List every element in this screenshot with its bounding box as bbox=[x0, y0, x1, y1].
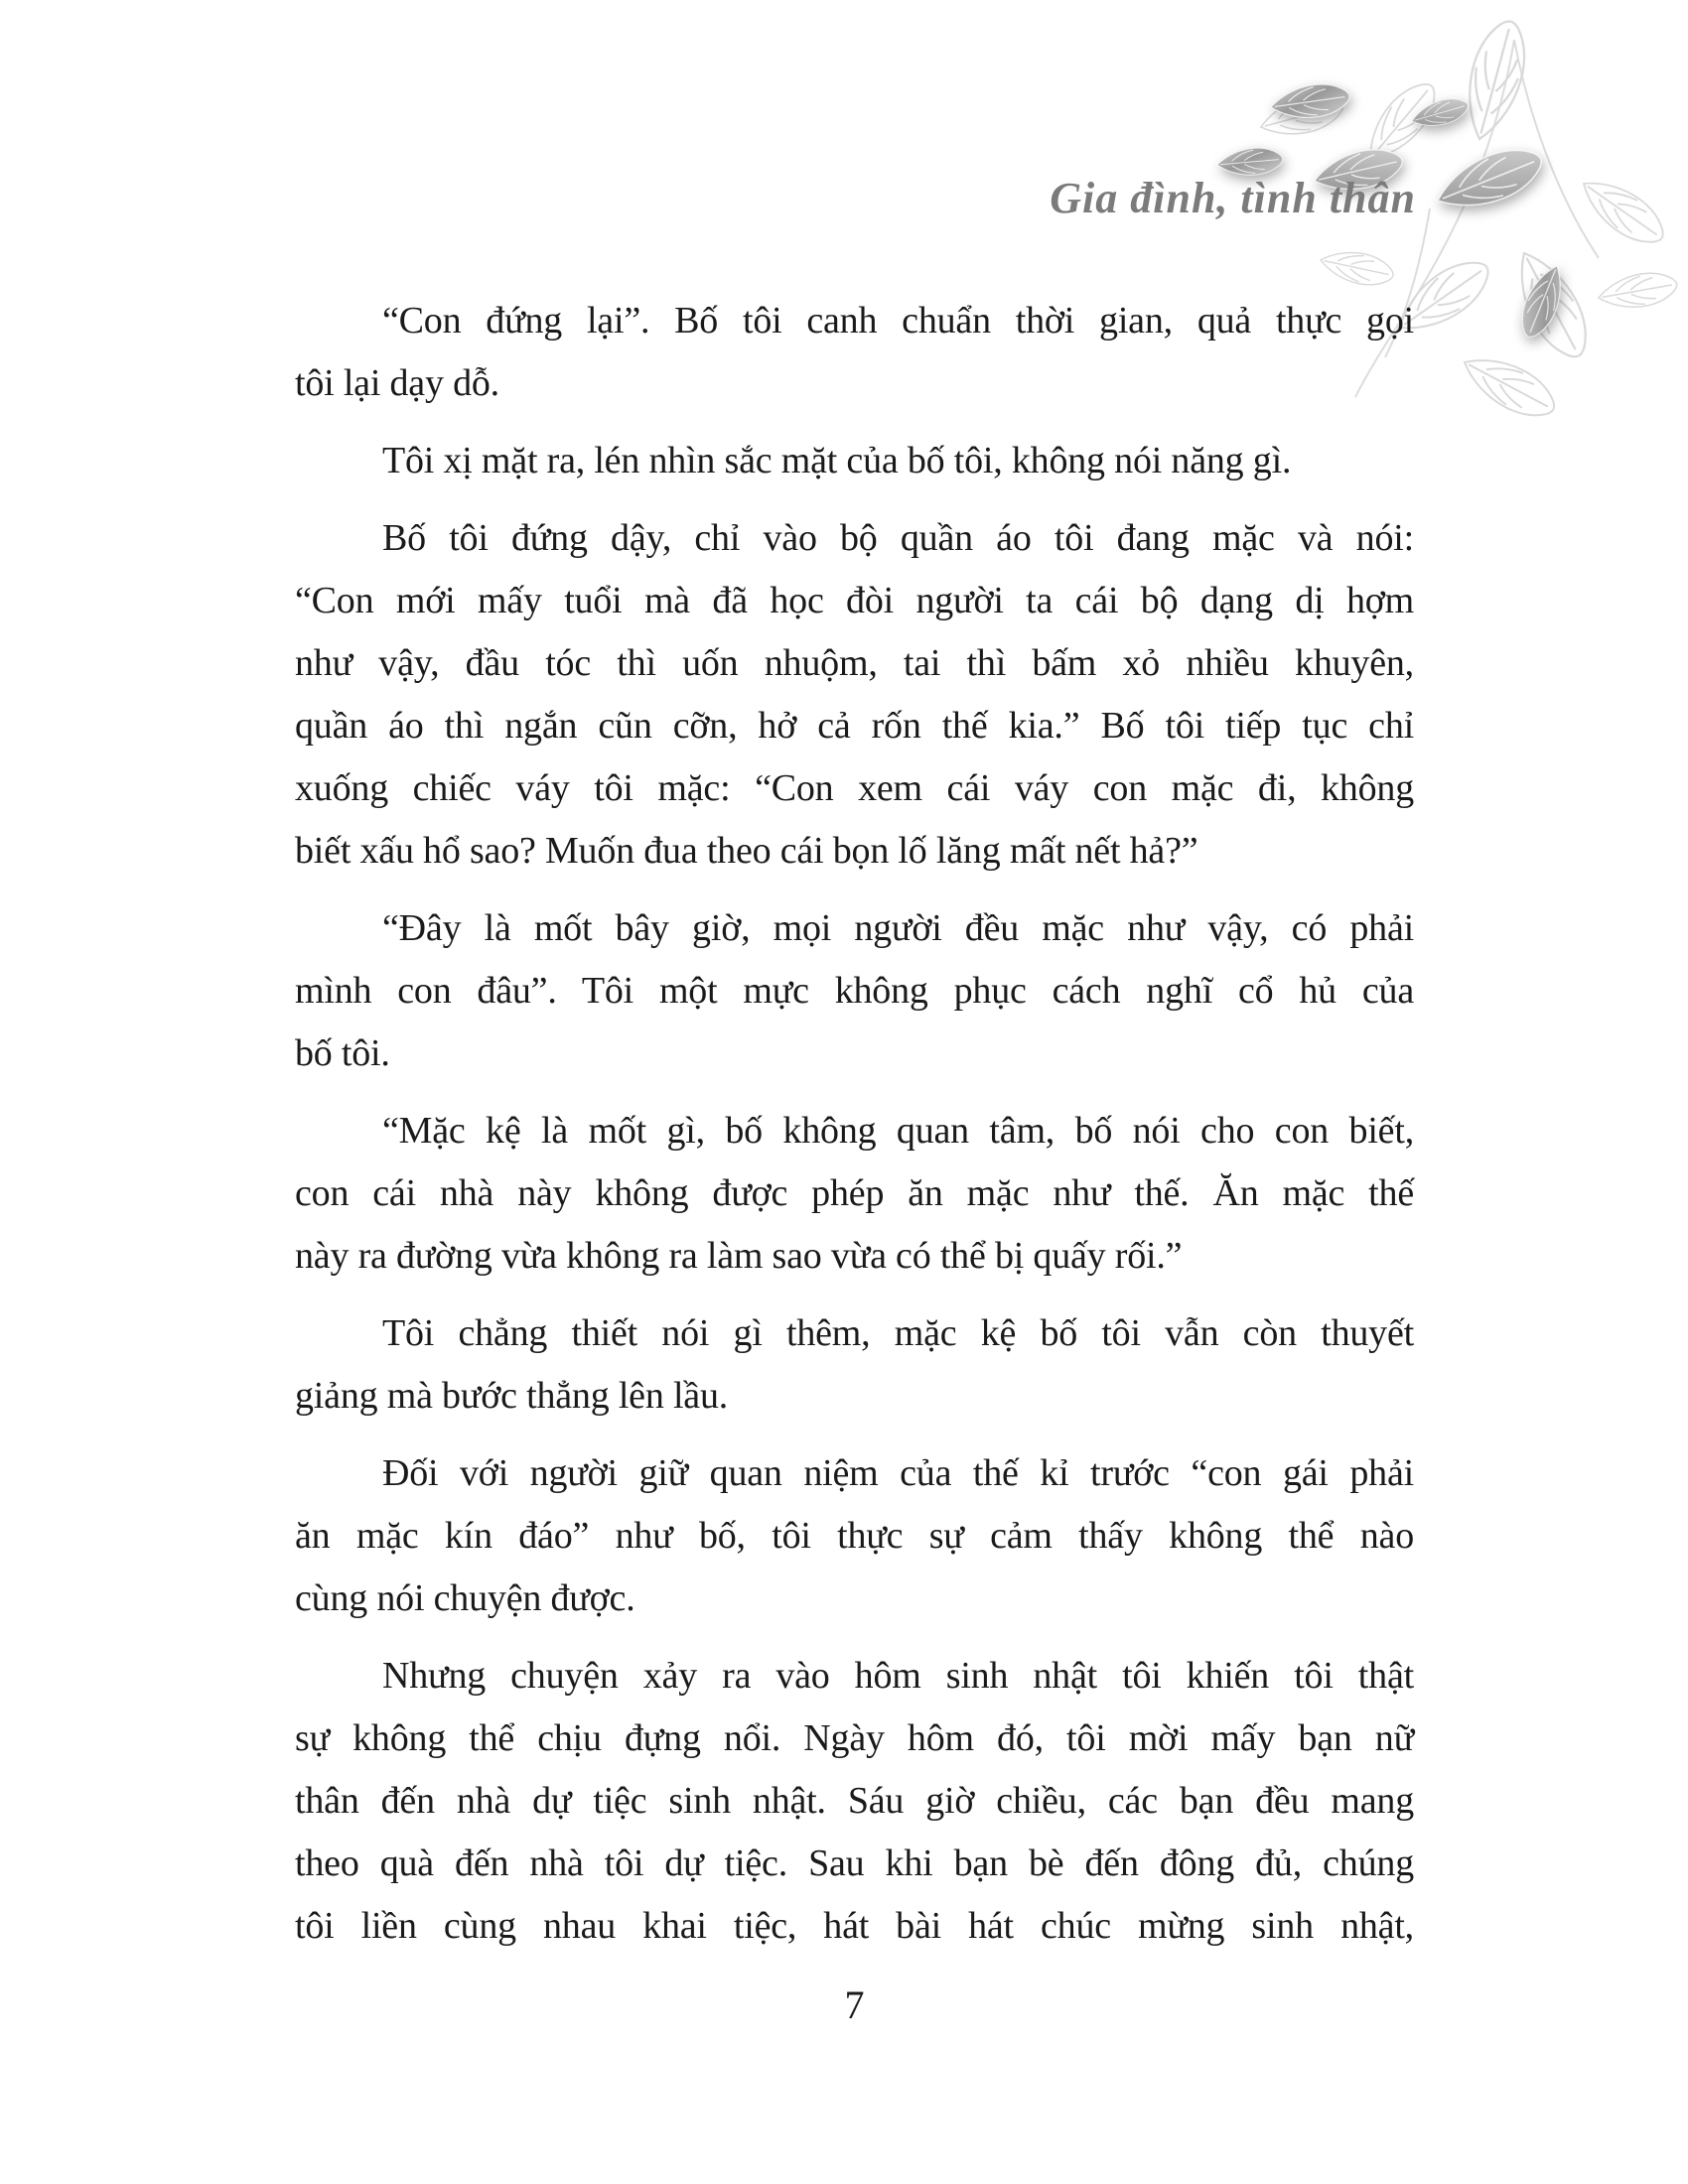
text-line: Nhưng chuyện xảy ra vào hôm sinh nhật tôi khiến tôi thật bbox=[382, 1655, 1414, 1697]
text-line: như vậy, đầu tóc thì uốn nhuộm, tai thì bấm xỏ nhiều khuyên, bbox=[295, 642, 1414, 684]
paragraph bbox=[295, 897, 1414, 1085]
text-line: cùng nói chuyện được. bbox=[295, 1577, 635, 1619]
paragraph bbox=[295, 507, 1414, 883]
text-line: biết xấu hổ sao? Muốn đua theo cái bọn lố lăng mất nết hả?” bbox=[295, 830, 1198, 872]
text-line: sự không thể chịu đựng nổi. Ngày hôm đó, tôi mời mấy bạn nữ bbox=[295, 1717, 1414, 1759]
paragraph bbox=[295, 1645, 1414, 1958]
text-line: “Con mới mấy tuổi mà đã học đòi người ta cái bộ dạng dị hợm bbox=[295, 580, 1414, 621]
paragraph bbox=[295, 290, 1414, 415]
text-line: Đối với người giữ quan niệm của thế kỉ trước “con gái phải bbox=[382, 1452, 1414, 1494]
text-line: tôi liền cùng nhau khai tiệc, hát bài hát chúc mừng sinh nhật, bbox=[295, 1905, 1414, 1947]
text-line: bố tôi. bbox=[295, 1032, 390, 1074]
text-line: tôi lại dạy dỗ. bbox=[295, 362, 499, 404]
text-line: thân đến nhà dự tiệc sinh nhật. Sáu giờ chiều, các bạn đều mang bbox=[295, 1780, 1414, 1822]
text-line: Tôi xị mặt ra, lén nhìn sắc mặt của bố tôi, không nói năng gì. bbox=[382, 440, 1292, 481]
text-line: này ra đường vừa không ra làm sao vừa có thể bị quấy rối.” bbox=[295, 1235, 1183, 1277]
text-line: giảng mà bước thẳng lên lầu. bbox=[295, 1375, 729, 1417]
text-line: “Đây là mốt bây giờ, mọi người đều mặc như vậy, có phải bbox=[382, 907, 1414, 949]
page-number: 7 bbox=[844, 1982, 865, 2027]
text-line: “Con đứng lại”. Bố tôi canh chuẩn thời gian, quả thực gọi bbox=[382, 300, 1414, 341]
text-line: theo quà đến nhà tôi dự tiệc. Sau khi bạn bè đến đông đủ, chúng bbox=[295, 1843, 1414, 1884]
body-text-column bbox=[295, 290, 1414, 1973]
paragraph bbox=[295, 1302, 1414, 1428]
text-line: mình con đâu”. Tôi một mực không phục cách nghĩ cổ hủ của bbox=[295, 970, 1414, 1012]
paragraph bbox=[295, 1100, 1414, 1288]
text-line: Tôi chẳng thiết nói gì thêm, mặc kệ bố tôi vẫn còn thuyết bbox=[382, 1312, 1414, 1354]
text-line: Bố tôi đứng dậy, chỉ vào bộ quần áo tôi đang mặc và nói: bbox=[382, 517, 1414, 559]
paragraph bbox=[295, 1442, 1414, 1630]
text-line: ăn mặc kín đáo” như bố, tôi thực sự cảm thấy không thể nào bbox=[295, 1515, 1414, 1557]
text-line: con cái nhà này không được phép ăn mặc như thế. Ăn mặc thế bbox=[295, 1172, 1414, 1214]
running-head: Gia đình, tình thân bbox=[1050, 174, 1416, 222]
text-line: quần áo thì ngắn cũn cỡn, hở cả rốn thế kia.” Bố tôi tiếp tục chỉ bbox=[295, 705, 1414, 747]
paragraph bbox=[295, 430, 1414, 492]
text-line: “Mặc kệ là mốt gì, bố không quan tâm, bố nói cho con biết, bbox=[382, 1110, 1414, 1152]
text-line: xuống chiếc váy tôi mặc: “Con xem cái váy con mặc đi, không bbox=[295, 767, 1414, 809]
